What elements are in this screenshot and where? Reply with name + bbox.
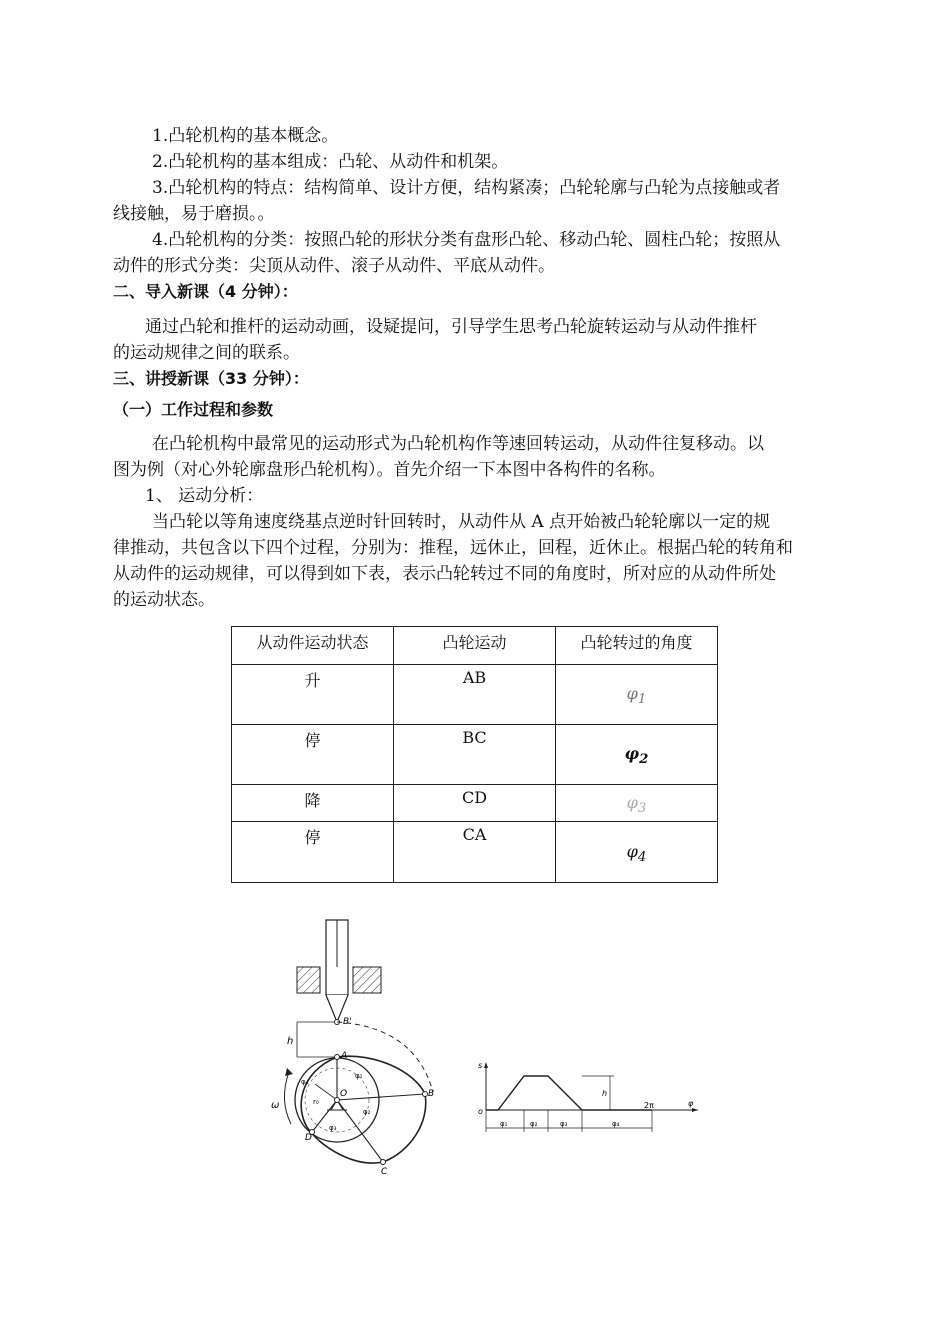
table-row bbox=[232, 785, 718, 822]
label-c: C bbox=[381, 1167, 388, 1177]
table-cell-angle bbox=[556, 785, 718, 822]
label-s: s bbox=[478, 1061, 483, 1070]
label-phi-axis: φ bbox=[688, 1099, 694, 1108]
table-cell-state: 停 bbox=[232, 822, 394, 883]
displacement-graph bbox=[476, 1058, 706, 1146]
table-cell-motion: CA bbox=[394, 822, 556, 883]
paragraph-2: 2.凸轮机构的基本组成：凸轮、从动件和机架。 bbox=[152, 152, 509, 172]
table-header-cell: 从动件运动状态 bbox=[232, 627, 394, 665]
table-cell-angle bbox=[556, 822, 718, 883]
paragraph-8-line-4: 的运动状态。 bbox=[113, 590, 215, 610]
paragraph-4-line-1: 4.凸轮机构的分类：按照凸轮的形状分类有盘形凸轮、移动凸轮、圆柱凸轮；按照从 bbox=[152, 230, 781, 250]
table-header-cell: 凸轮运动 bbox=[394, 627, 556, 665]
table-cell-state: 降 bbox=[232, 785, 394, 822]
frame-left bbox=[297, 967, 320, 993]
label-phi2: φ₂ bbox=[363, 1108, 371, 1116]
label-omega: ω bbox=[271, 1100, 280, 1111]
table-cell-angle bbox=[556, 665, 718, 725]
label-bprime: B' bbox=[343, 1017, 352, 1027]
table-cell-motion: AB bbox=[394, 665, 556, 725]
displacement-curve bbox=[486, 1076, 652, 1110]
table-cell-motion: BC bbox=[394, 725, 556, 785]
angle-subscript: 2 bbox=[639, 751, 649, 768]
label-2pi: 2π bbox=[644, 1101, 654, 1110]
paragraph-8-line-2: 律推动，共包含以下四个过程，分别为：推程，远休止，回程，近休止。根据凸轮的转角和 bbox=[113, 538, 793, 558]
angle-subscript: 1 bbox=[637, 692, 647, 708]
angle-subscript: 3 bbox=[637, 801, 647, 817]
section-heading-3: 三、讲授新课（33 分钟）： bbox=[113, 369, 309, 388]
label-b: B bbox=[428, 1089, 435, 1099]
table-cell-angle bbox=[556, 725, 718, 785]
label-phi2-graph: φ₂ bbox=[530, 1120, 538, 1128]
label-phi1: φ₁ bbox=[355, 1072, 363, 1080]
subsection-heading-1: （一）工作过程和参数 bbox=[113, 400, 274, 419]
paragraph-1: 1.凸轮机构的基本概念。 bbox=[152, 126, 339, 146]
table-header-row bbox=[232, 627, 718, 665]
label-o: O bbox=[340, 1089, 348, 1099]
label-h-graph: h bbox=[602, 1089, 608, 1098]
table-cell-state: 停 bbox=[232, 725, 394, 785]
label-phi4: φ₄ bbox=[301, 1078, 309, 1086]
table-row bbox=[232, 665, 718, 725]
angle-symbol: φ bbox=[626, 792, 638, 812]
cam-mechanism-figure bbox=[265, 912, 455, 1182]
label-d: D bbox=[305, 1133, 312, 1143]
table-row bbox=[232, 822, 718, 883]
angle-symbol: φ bbox=[626, 841, 638, 861]
paragraph-3-line-1: 3.凸轮机构的特点：结构简单、设计方便，结构紧凑；凸轮轮廓与凸轮为点接触或者 bbox=[152, 178, 781, 198]
angle-symbol: φ bbox=[624, 744, 640, 764]
trace-arc bbox=[337, 1022, 433, 1092]
label-phi3: φ₃ bbox=[329, 1124, 337, 1132]
paragraph-5-line-1: 通过凸轮和推杆的运动动画，设疑提问，引导学生思考凸轮旋转运动与从动件推杆 bbox=[145, 317, 757, 337]
paragraph-6-line-1: 在凸轮机构中最常见的运动形式为凸轮机构作等速回转运动，从动件往复移动。以 bbox=[152, 434, 764, 454]
table-row bbox=[232, 725, 718, 785]
paragraph-7: 1、 运动分析： bbox=[145, 486, 264, 506]
table-cell-state: 升 bbox=[232, 665, 394, 725]
section-heading-2: 二、导入新课（4 分钟）： bbox=[113, 282, 298, 301]
paragraph-4-line-2: 动件的形式分类：尖顶从动件、滚子从动件、平底从动件。 bbox=[113, 256, 555, 276]
angle-symbol: φ bbox=[626, 684, 638, 704]
paragraph-8-line-3: 从动件的运动规律，可以得到如下表，表示凸轮转过不同的角度时，所对应的从动件所处 bbox=[113, 564, 776, 584]
motion-state-table bbox=[231, 626, 718, 883]
paragraph-8-line-1: 当凸轮以等角速度绕基点逆时针回转时，从动件从 A 点开始被凸轮轮廓以一定的规 bbox=[152, 512, 771, 532]
label-h: h bbox=[287, 1036, 294, 1047]
rotation-arrow bbox=[284, 1072, 291, 1124]
frame-right bbox=[353, 967, 381, 993]
paragraph-3-line-2: 线接触，易于磨损。。 bbox=[113, 204, 275, 224]
label-phi3-graph: φ₃ bbox=[560, 1120, 568, 1128]
paragraph-5-line-2: 的运动规律之间的联系。 bbox=[113, 343, 300, 363]
label-a: A bbox=[341, 1051, 348, 1061]
label-o-graph: o bbox=[478, 1107, 483, 1116]
label-r0: r₀ bbox=[313, 1098, 319, 1106]
label-phi1-graph: φ₁ bbox=[500, 1120, 508, 1128]
table-cell-motion: CD bbox=[394, 785, 556, 822]
table-header-cell: 凸轮转过的角度 bbox=[556, 627, 718, 665]
label-phi4-graph: φ₄ bbox=[612, 1120, 620, 1128]
paragraph-6-line-2: 图为例（对心外轮廓盘形凸轮机构）。首先介绍一下本图中各构件的名称。 bbox=[113, 460, 666, 480]
angle-subscript: 4 bbox=[637, 850, 647, 866]
